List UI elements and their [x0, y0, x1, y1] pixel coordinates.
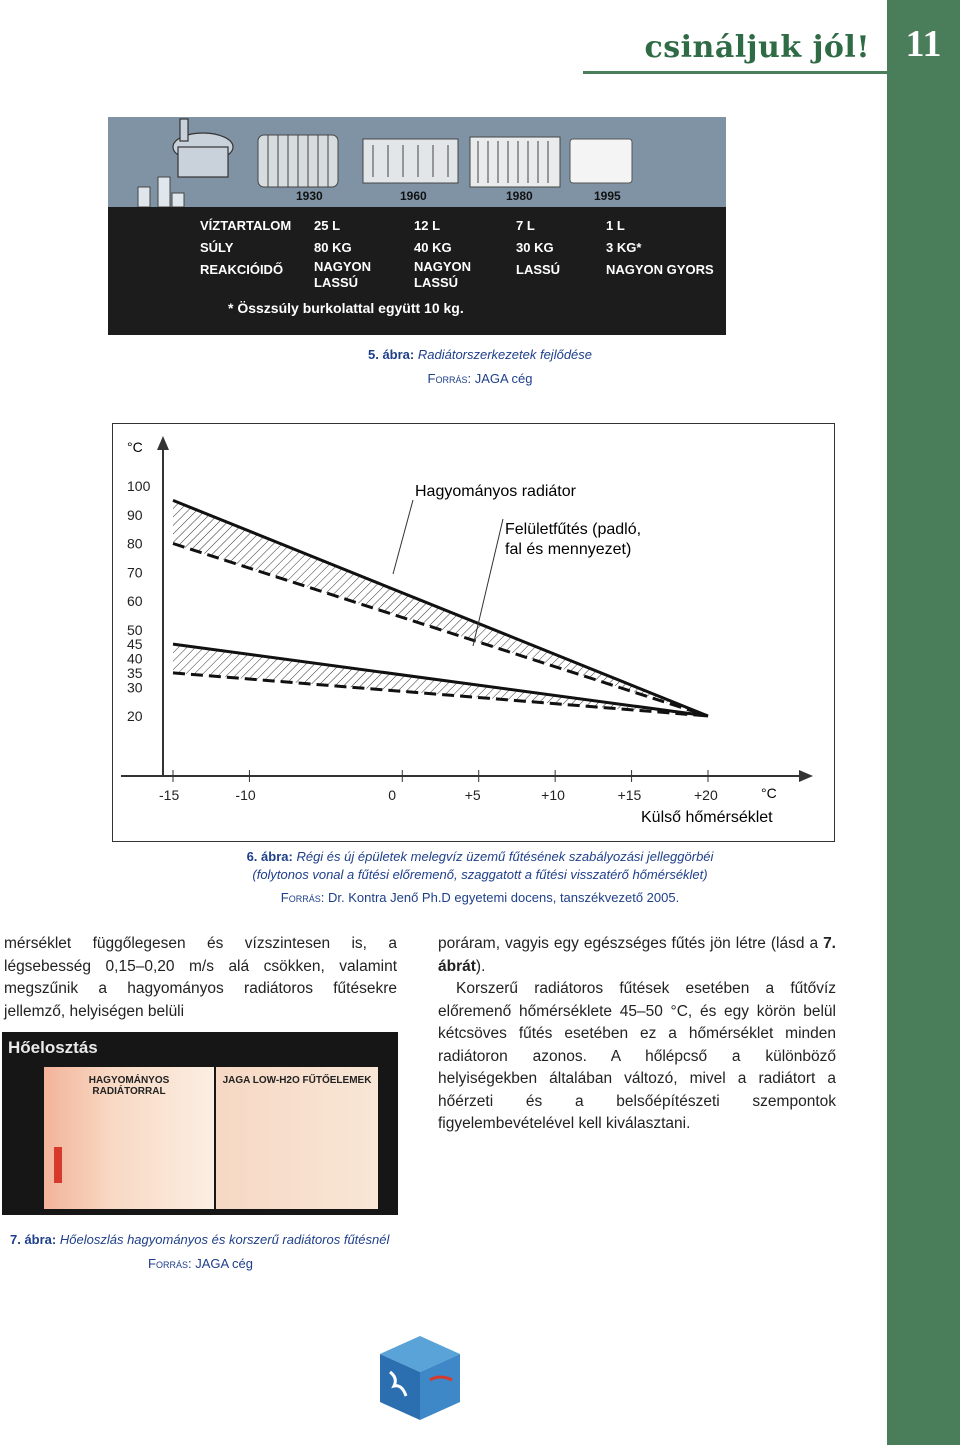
source-text: JAGA cég: [474, 371, 533, 386]
caption-number: 5. ábra:: [367, 347, 415, 362]
x-axis-title: Külső hőmérséklet: [641, 809, 773, 826]
page-number: 11: [905, 23, 942, 65]
x-tick-label: 0: [388, 787, 397, 803]
row-label-water: VÍZTARTALOM: [200, 218, 292, 233]
column-1980: [516, 215, 560, 281]
column-1995: [606, 215, 714, 281]
right-column-text: [438, 933, 836, 1136]
label-surface-heating-2: fal és mennyezet): [505, 541, 632, 558]
radiator-1930-icon: [258, 135, 338, 187]
figure-7-source: [148, 1256, 253, 1271]
paragraph-2: Korszerű radiátoros fűtések esetében a fűtővíz előremenő hőmérséklete 45–50 °C, és egy körön belül kétcsöves fűtés esetében ez a hőmérséklet minden radiátoron azonos. A hőlépcső a különböző helyiségekben általában változó, mivel a radiátort a hőérzeti és a belsőépítészeti szempontok figyelembevételével kell kiválasztani.: [438, 980, 836, 1132]
year-label: 1980: [506, 189, 533, 203]
water-value: 7 L: [516, 218, 535, 233]
x-tick-label: -15: [159, 787, 180, 803]
text-span: ).: [475, 957, 486, 975]
side-bar: [887, 0, 960, 1445]
weight-value: 80 KG: [314, 240, 352, 255]
figure-7-caption: [10, 1232, 389, 1247]
caption-number: 6. ábra:: [246, 849, 293, 864]
stove-icon: [173, 119, 233, 177]
reaction-value: LASSÚ: [516, 262, 561, 277]
y-tick-label: 30: [127, 679, 143, 696]
radiator-1995-icon: [570, 139, 632, 183]
column-1930: [314, 215, 384, 291]
figure-6-caption-line2: [0, 867, 960, 882]
y-unit-label: °C: [127, 439, 143, 455]
figure-6-chart: [112, 423, 835, 842]
text-span: poráram, vagyis egy egészséges fűtés jön létre (lásd a: [438, 935, 824, 952]
figure-6-caption: [0, 849, 960, 864]
figure-5-caption: [0, 347, 960, 362]
y-tick-label: 70: [127, 564, 143, 581]
figure-7-heat-distribution: [2, 1032, 398, 1215]
cube-logo-icon: [376, 1332, 464, 1424]
panel-traditional: [44, 1067, 214, 1209]
panel-jaga: [216, 1067, 378, 1209]
figure-6-source: [0, 890, 960, 905]
panel-label: HAGYOMÁNYOS RADIÁTORRAL: [88, 1075, 170, 1097]
year-label: 1960: [400, 189, 427, 203]
x-tick-label: +5: [464, 787, 481, 803]
figure-5-source: [0, 371, 960, 386]
source-label: Forrás:: [148, 1256, 192, 1271]
brand-title: csináljuk jól!: [644, 30, 870, 65]
weight-note: * Összsúly burkolattal együtt 10 kg.: [228, 300, 464, 316]
x-tick-label: +20: [694, 787, 718, 803]
radiator-red-icon: [54, 1147, 62, 1183]
y-tick-label: 80: [127, 535, 143, 552]
weight-value: 40 KG: [414, 240, 452, 255]
year-label: 1995: [594, 189, 621, 203]
source-label: Forrás:: [280, 890, 325, 905]
radiator-1960-icon: [363, 139, 458, 183]
figure-7-title: Hőelosztás: [8, 1038, 98, 1057]
water-value: 25 L: [314, 218, 341, 233]
x-tick-label: -10: [235, 787, 256, 803]
reaction-value: NAGYON LASSÚ: [414, 259, 472, 290]
year-label: 1930: [296, 189, 323, 203]
left-column-text: [4, 933, 397, 1023]
y-tick-label: 60: [127, 593, 143, 609]
x-tick-label: +10: [541, 787, 565, 803]
paragraph-1: [438, 933, 836, 978]
leader-line: [393, 500, 413, 574]
label-surface-heating: Felületfűtés (padló,: [505, 521, 642, 538]
y-tick-label: 45: [127, 636, 143, 653]
panel-label: JAGA LOW-H2O FŰTŐELEMEK: [222, 1075, 372, 1086]
chart-svg: [113, 424, 834, 841]
row-label-reaction: REAKCIÓIDŐ: [200, 262, 284, 277]
caption-text: Hőeloszlás hagyományos és korszerű radiátoros fűtésnél: [59, 1232, 390, 1247]
x-axis-arrow: [799, 770, 813, 782]
paragraph: mérséklet függőlegesen és vízszintesen is, a légsebesség 0,15–0,20 m/s alá csökken, valamint megszűnik a hagyományos radiátoros fűtésekre jellemző, helyiségen belüli: [4, 935, 397, 1020]
figure-reference: 7. ábrát: [438, 935, 836, 975]
figure-5-illustration-band: [108, 117, 726, 207]
water-value: 12 L: [414, 218, 441, 233]
water-value: 1 L: [606, 218, 625, 233]
row-label-weight: SÚLY: [200, 240, 234, 255]
source-label: Forrás:: [427, 371, 472, 386]
label-traditional: Hagyományos radiátor: [415, 483, 576, 500]
header-rule: [583, 71, 887, 74]
y-axis-arrow: [157, 436, 169, 450]
y-tick-label: 100: [127, 478, 151, 494]
weight-value: 3 KG*: [606, 240, 642, 255]
y-tick-label: 50: [127, 621, 143, 638]
y-tick-label: 90: [127, 506, 143, 523]
y-tick-label: 20: [127, 708, 143, 724]
source-text: JAGA cég: [195, 1256, 253, 1271]
y-tick-label: 40: [127, 650, 143, 667]
source-text: Dr. Kontra Jenő Ph.D egyetemi docens, tanszékvezető 2005.: [327, 890, 680, 905]
row-labels: [200, 215, 291, 281]
caption-number: 7. ábra:: [10, 1232, 57, 1247]
bottles-icon: [138, 177, 184, 207]
figure-5-radiator-evolution: [108, 117, 726, 335]
reaction-value: NAGYON GYORS: [606, 262, 714, 277]
caption-text: Régi és új épületek melegvíz üzemű fűtésének szabályozási jelleggörbéi: [296, 849, 714, 864]
caption-text: Radiátorszerkezetek fejlődése: [417, 347, 593, 362]
reaction-value: NAGYON LASSÚ: [314, 259, 372, 290]
weight-value: 30 KG: [516, 240, 554, 255]
x-tick-label: +15: [617, 787, 642, 803]
radiator-1980-icon: [470, 137, 560, 187]
column-1960: [414, 215, 484, 291]
y-tick-label: 35: [127, 664, 143, 681]
caption-text-2: (folytonos vonal a fűtési előremenő, szaggatott a fűtési visszatérő hőmérséklet): [252, 867, 708, 882]
x-unit-label: °C: [761, 785, 777, 801]
